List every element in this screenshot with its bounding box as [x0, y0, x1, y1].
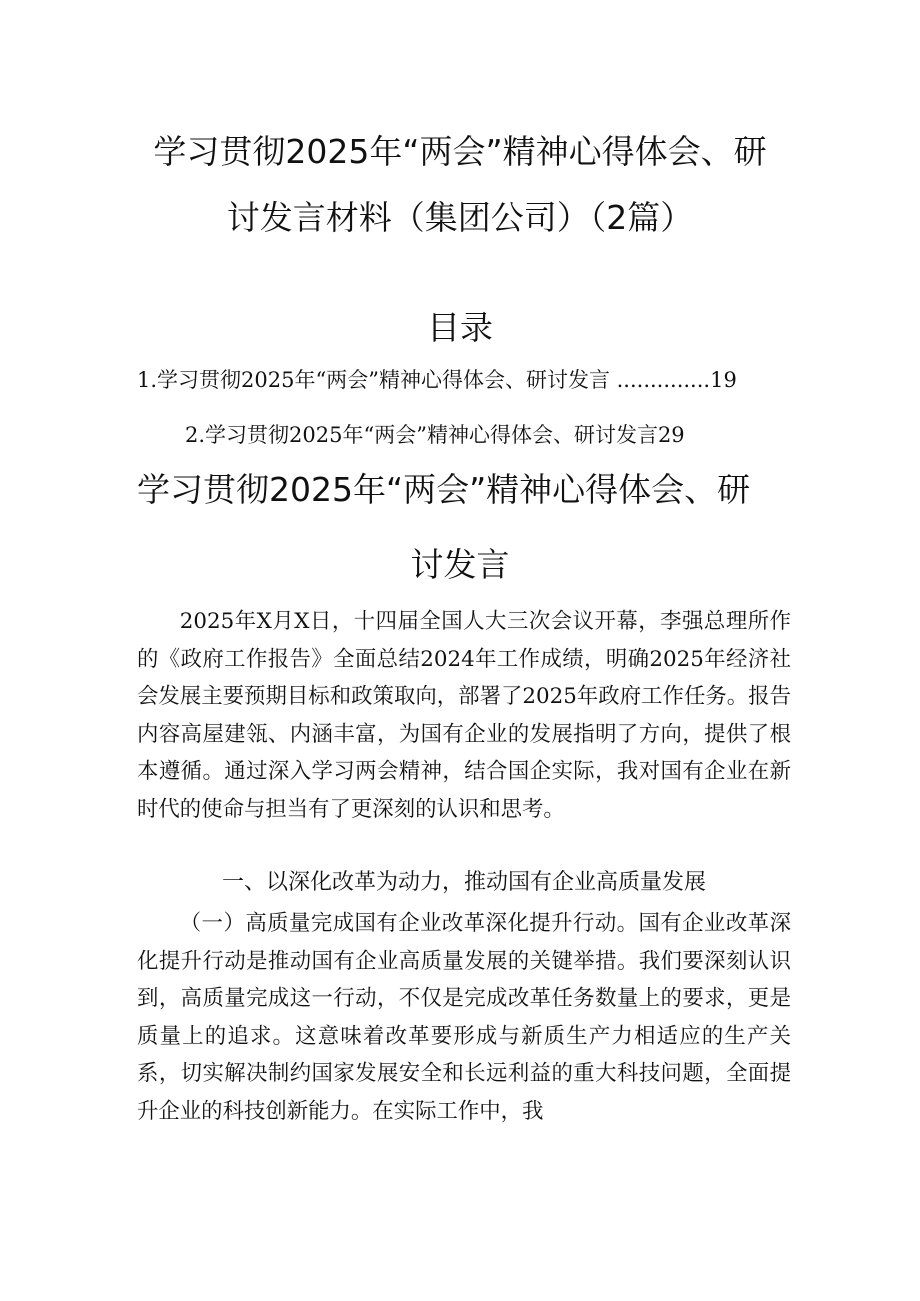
document-title-line2: 讨发言材料（集团公司）（2篇） — [226, 198, 694, 237]
article-title-line1: 学习贯彻2025年“两会”精神心得体会、研 — [137, 470, 751, 509]
toc-entry-1[interactable]: 1.学习贯彻2025年“两会”精神心得体会、研讨发言 ..............19 — [137, 368, 737, 392]
section-1-heading: 一、以深化改革为动力，推动国有企业高质量发展 — [221, 870, 706, 895]
article-title-line2: 讨发言 — [410, 545, 510, 584]
document-title-line1: 学习贯彻2025年“两会”精神心得体会、研 — [153, 132, 767, 171]
toc-entry-2[interactable]: 2.学习贯彻2025年“两会”精神心得体会、研讨发言29 — [185, 423, 685, 447]
intro-paragraph: 2025年X月X日，十四届全国人大三次会议开幕，李强总理所作的《政府工作报告》全面总结2024年工作成绩，明确2025年经济社会发展主要预期目标和政策取向，部署了2025年政府工作任务。报告内容高屋建瓴、内涵丰富，为国有企业的发展指明了方向，提供了根本遵循。通过深入学习两会精神，结合国企实际，我对国有企业在新时代的使命与担当有了更深刻的认识和思考。 — [137, 609, 791, 822]
toc-heading: 目录 — [427, 308, 493, 347]
section-1-paragraph: （一）高质量完成国有企业改革深化提升行动。国有企业改革深化提升行动是推动国有企业高质量发展的关键举措。我们要深刻认识到，高质量完成这一行动，不仅是完成改革任务数量上的要求，更是质量上的追求。这意味着改革要形成与新质生产力相适应的生产关系，切实解决制约国家发展安全和长远利益的重大科技问题，全面提升企业的科技创新能力。在实际工作中，我 — [137, 911, 791, 1124]
